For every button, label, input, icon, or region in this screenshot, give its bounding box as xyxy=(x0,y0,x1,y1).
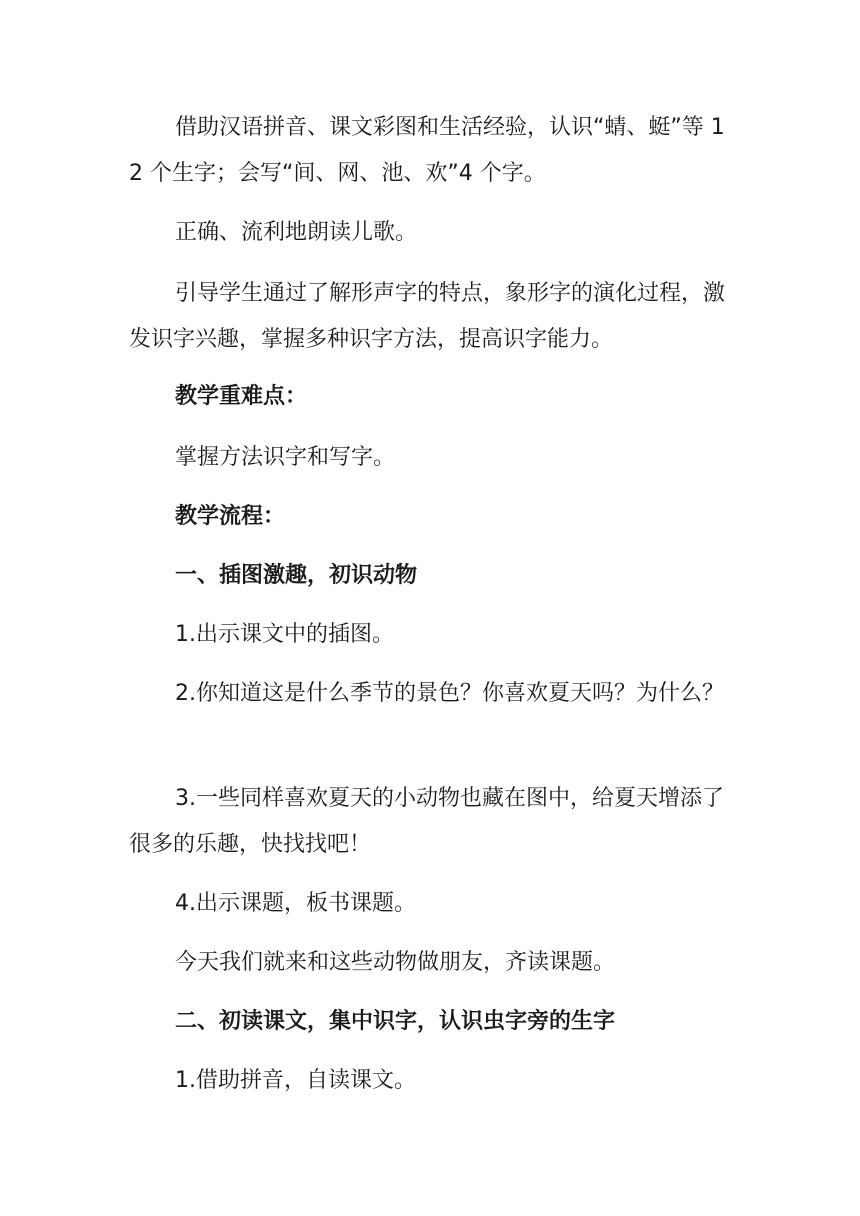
step-1-5: 今天我们就来和这些动物做朋友，齐读课题。 xyxy=(175,950,616,975)
key-points-heading: 教学重难点： xyxy=(175,384,308,409)
section-2-heading: 二、初读课文，集中识字，认识虫字旁的生字 xyxy=(175,1009,616,1034)
teaching-goal-3: 引导学生通过了解形声字的特点，象形字的演化过程，激发识字兴趣，掌握多种识字方法，提高识字能力。 xyxy=(129,281,726,352)
teaching-flow-heading: 教学流程： xyxy=(175,504,286,529)
step-1-1: 1.出示课文中的插图。 xyxy=(175,622,394,647)
step-1-4: 4.出示课题，板书课题。 xyxy=(175,891,416,916)
teaching-goal-2: 正确、流利地朗读儿歌。 xyxy=(175,220,418,245)
teaching-goal-1: 借助汉语拼音、课文彩图和生活经验，认识“蜻、蜓”等 12 个生字；会写“间、网、池、欢”4 个字。 xyxy=(129,115,725,186)
step-2-1: 1.借助拼音，自读课文。 xyxy=(175,1068,416,1093)
step-1-2: 2.你知道这是什么季节的景色？你喜欢夏天吗？为什么？ xyxy=(175,681,724,706)
step-1-3: 3.一些同样喜欢夏天的小动物也藏在图中，给夏天增添了很多的乐趣，快找找吧！ xyxy=(129,786,724,857)
section-1-heading: 一、插图激趣，初识动物 xyxy=(175,563,418,588)
key-points-content: 掌握方法识字和写字。 xyxy=(175,445,396,470)
